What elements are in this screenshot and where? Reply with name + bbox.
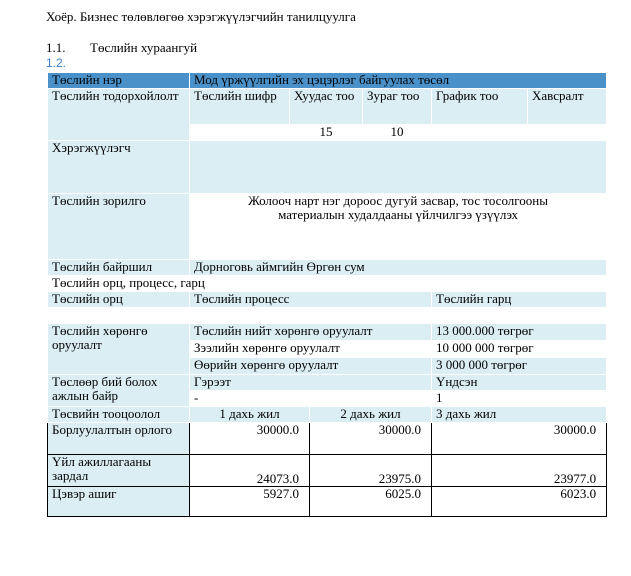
desc-col-code: Төслийн шифр [190, 89, 290, 125]
goal-row [48, 194, 607, 260]
financial-row [48, 487, 607, 517]
financial-label: Үйл ажиллагааны зардал [48, 455, 190, 487]
desc-val-code [190, 125, 290, 141]
desc-col-appendix: Хавсралт [528, 89, 607, 125]
capital-loan-name: Зээлийн хөрөнгө оруулалт [190, 341, 432, 358]
financial-value: 24073.0 [190, 455, 310, 487]
project-name-label: Төслийн нэр [48, 73, 190, 89]
financial-label: Цэвэр ашиг [48, 487, 190, 517]
calc-label: Төсвийн тооцоолол [48, 407, 190, 423]
year-1-label: 1 дахь жил [190, 407, 310, 423]
input-label: Төслийн орц [48, 292, 190, 308]
io-values-row [48, 308, 607, 324]
financial-value: 23975.0 [310, 455, 432, 487]
capital-row [48, 324, 607, 341]
goal-value: Жолооч нарт нэг дороос дугуй засвар, тос тосолгооны материалын худалдааны үйлчилгээ үзүүлэх [190, 194, 607, 260]
desc-col-graphs: График тоо [432, 89, 528, 125]
subsection-number: 1.2. [46, 56, 67, 70]
contract-label: Гэрээт [190, 375, 432, 391]
desc-val-appendix [528, 125, 607, 141]
capital-loan-value: 10 000 000 төгрөг [432, 341, 607, 358]
description-label: Төслийн тодорхойлолт [48, 89, 190, 141]
section-title-text: Төслийн хураангуй [90, 40, 198, 55]
financial-value: 5927.0 [190, 487, 310, 517]
project-name-value: Мод үржүүлгийн эх цэцэрлэг байгуулах төсөл [190, 73, 607, 89]
project-summary-table [47, 72, 607, 517]
io-process-row [48, 276, 607, 292]
process-label: Төслийн процесс [190, 292, 432, 308]
capital-total-value: 13 000.000 төгрөг [432, 324, 607, 341]
description-header-row [48, 89, 607, 125]
implementer-value [190, 141, 607, 194]
desc-val-pages: 15 [290, 125, 363, 141]
financial-value: 30000.0 [432, 423, 607, 455]
desc-val-graphs [432, 125, 528, 141]
capital-own-value: 3 000 000 төгрөг [432, 358, 607, 375]
financial-label: Борлуулалтын орлого [48, 423, 190, 455]
implementer-label: Хэрэгжүүлэгч [48, 141, 190, 194]
financial-value: 6023.0 [432, 487, 607, 517]
document-heading: Хоёр. Бизнес төлөвлөгөө хэрэгжүүлэгчийн танилцуулга [46, 9, 356, 24]
location-row [48, 260, 607, 276]
year-3-label: 3 дахь жил [432, 407, 607, 423]
desc-col-images: Зураг тоо [363, 89, 432, 125]
desc-val-images: 10 [363, 125, 432, 141]
location-value: Дорноговь аймгийн Өргөн сум [190, 260, 607, 276]
io-header-row [48, 292, 607, 308]
financial-row [48, 423, 607, 455]
financial-value: 23977.0 [432, 455, 607, 487]
output-label: Төслийн гарц [432, 292, 607, 308]
workplace-row [48, 375, 607, 391]
implementer-row [48, 141, 607, 194]
section-number: 1.1. [46, 40, 66, 55]
location-label: Төслийн байршил [48, 260, 190, 276]
financial-value: 6025.0 [310, 487, 432, 517]
main-value: 1 [432, 391, 607, 407]
year-2-label: 2 дахь жил [310, 407, 432, 423]
calc-header-row [48, 407, 607, 423]
financial-row [48, 455, 607, 487]
desc-col-pages: Хуудас тоо [290, 89, 363, 125]
financial-value: 30000.0 [190, 423, 310, 455]
contract-value: - [190, 391, 432, 407]
io-process-label: Төслийн орц, процесс, гарц [48, 276, 607, 292]
goal-label: Төслийн зорилго [48, 194, 190, 260]
project-name-row [48, 73, 607, 89]
workplace-label: Төслөөр бий болох ажлын байр [48, 375, 190, 407]
capital-own-name: Өөрийн хөрөнгө оруулалт [190, 358, 432, 375]
main-label: Үндсэн [432, 375, 607, 391]
financial-value: 30000.0 [310, 423, 432, 455]
section-title [46, 40, 197, 56]
capital-total-name: Төслийн нийт хөрөнгө оруулалт [190, 324, 432, 341]
capital-label: Төслийн хөрөнгө оруулалт [48, 324, 190, 375]
